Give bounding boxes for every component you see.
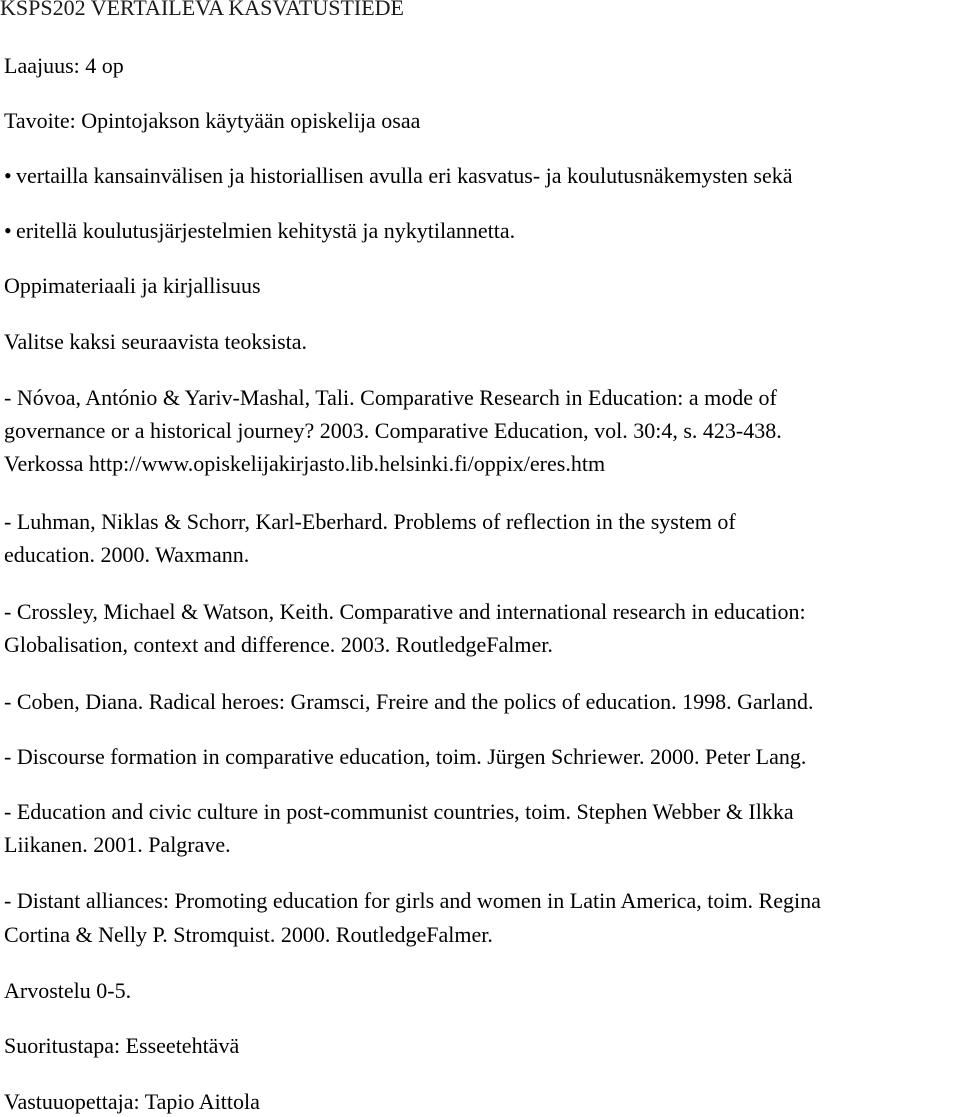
reference-4-line-1: - Coben, Diana. Radical heroes: Gramsci, Freire and the polics of education. 1998. Garland. <box>4 689 814 714</box>
reference-6-line-2: Liikanen. 2001. Palgrave. <box>4 832 231 857</box>
completion-text: Suoritustapa: Esseetehtävä <box>4 1033 240 1058</box>
reference-7-line-2: Cortina & Nelly P. Stromquist. 2000. RoutledgeFalmer. <box>4 922 493 947</box>
reference-2-line-2: education. 2000. Waxmann. <box>4 542 250 567</box>
bullet-icon: • <box>4 218 12 243</box>
goal-bullet-2 <box>4 217 515 245</box>
reference-5-line-1: - Discourse formation in comparative education, toim. Jürgen Schriewer. 2000. Peter Lang. <box>4 744 807 769</box>
reference-1-line-3: Verkossa http://www.opiskelijakirjasto.lib.helsinki.fi/oppix/eres.htm <box>4 451 606 476</box>
reference-1-line-2: governance or a historical journey? 2003. Comparative Education, vol. 30:4, s. 423-438. <box>4 418 782 443</box>
course-goal: Tavoite: Opintojakson käytyään opiskelija osaa <box>4 108 421 133</box>
reference-3-line-2: Globalisation, context and difference. 2003. RoutledgeFalmer. <box>4 632 553 657</box>
course-title: KSPS202 VERTAILEVA KASVATUSTIEDE <box>0 0 404 20</box>
reference-1-line-1: - Nóvoa, António & Yariv-Mashal, Tali. Comparative Research in Education: a mode of <box>4 385 777 410</box>
teacher-text: Vastuuopettaja: Tapio Aittola <box>4 1089 260 1114</box>
goal-bullet-1 <box>4 162 793 190</box>
goal-bullet-1-text: vertailla kansainvälisen ja historiallisen avulla eri kasvatus- ja koulutusnäkemysten sekä <box>16 163 793 188</box>
materials-instruction: Valitse kaksi seuraavista teoksista. <box>4 329 308 354</box>
bullet-icon: • <box>4 163 12 188</box>
course-credits: Laajuus: 4 op <box>4 53 124 78</box>
reference-7-line-1: - Distant alliances: Promoting education for girls and women in Latin America, toim. Regina <box>4 888 821 913</box>
grading-text: Arvostelu 0-5. <box>4 978 132 1003</box>
goal-bullet-2-text: eritellä koulutusjärjestelmien kehitystä ja nykytilannetta. <box>16 218 516 243</box>
materials-heading: Oppimateriaali ja kirjallisuus <box>4 273 261 298</box>
reference-3-line-1: - Crossley, Michael & Watson, Keith. Comparative and international research in education: <box>4 599 806 624</box>
reference-6-line-1: - Education and civic culture in post-communist countries, toim. Stephen Webber & Ilkka <box>4 799 794 824</box>
reference-2-line-1: - Luhman, Niklas & Schorr, Karl-Eberhard. Problems of reflection in the system of <box>4 509 736 534</box>
